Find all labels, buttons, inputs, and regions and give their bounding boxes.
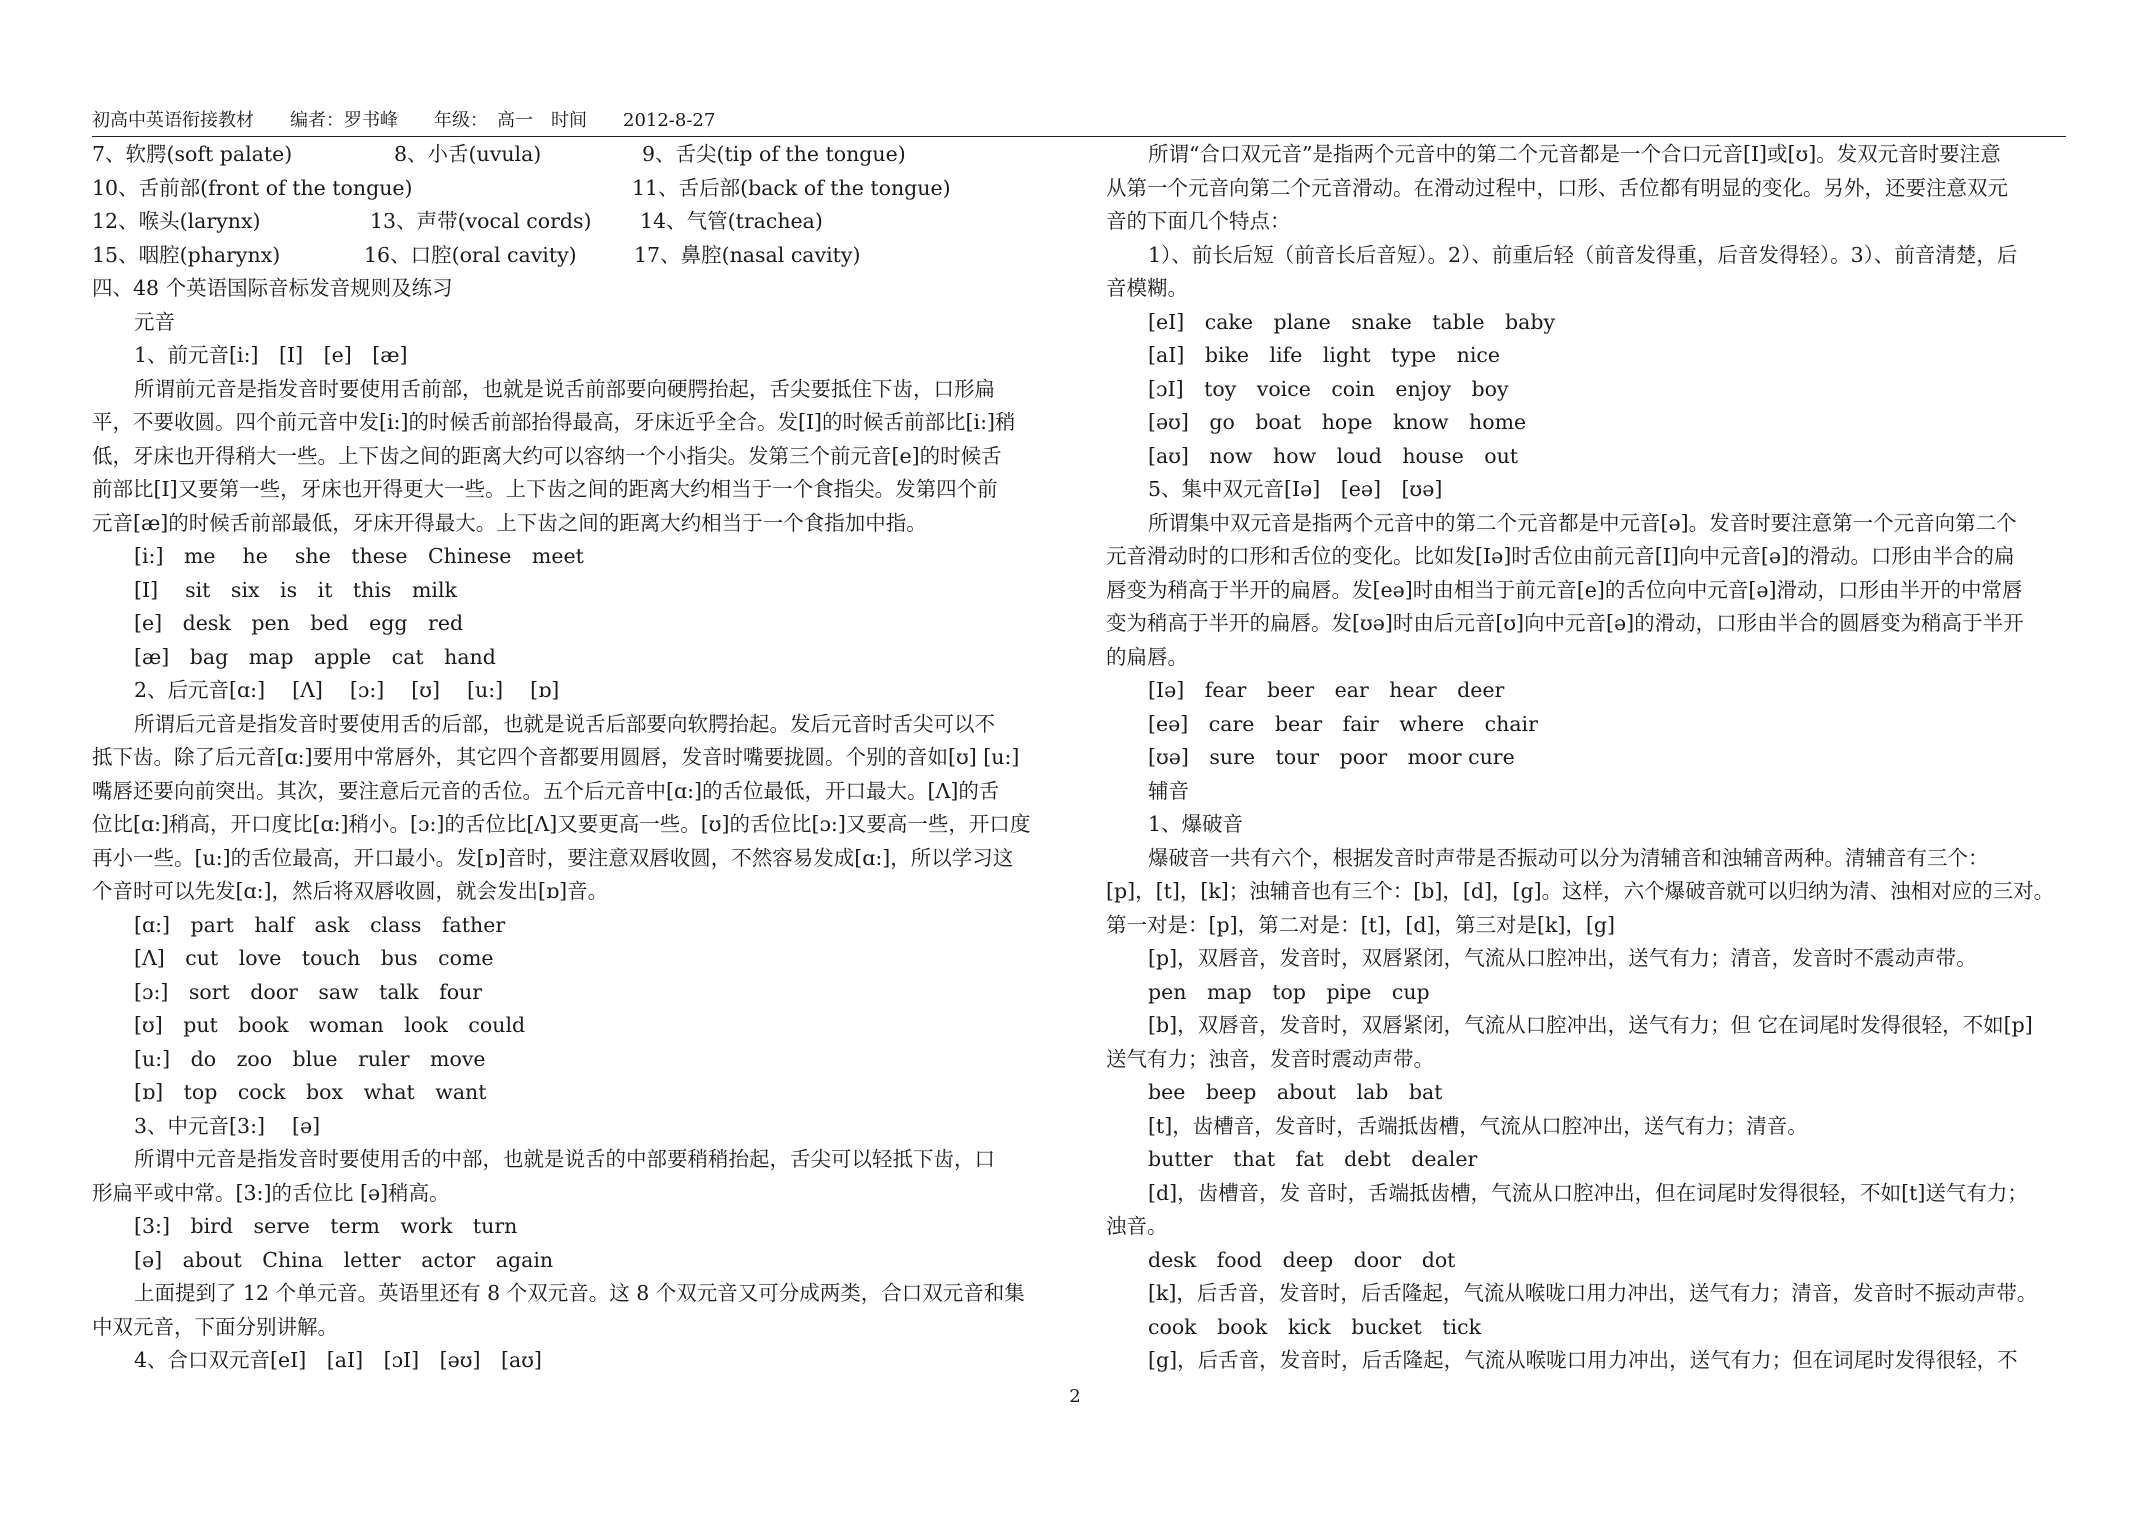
text-line: [əʊ] go boat hope know home bbox=[1148, 410, 1527, 434]
text-line: [e] desk pen bed egg red bbox=[134, 611, 464, 635]
anatomy-row bbox=[92, 205, 1062, 239]
text-line: 四、48 个英语国际音标发音规则及练习 bbox=[92, 276, 453, 300]
anatomy-item: 10、舌前部(front of the tongue) bbox=[92, 175, 413, 200]
text-line: 位比[ɑ:]稍高，开口度比[ɑ:]稍小。[ɔ:]的舌位比[Λ]又要更高一些。[ʊ]的舌位比[ɔ:]又要高一些，开口度 bbox=[92, 812, 1031, 836]
text-line: [u:] do zoo blue ruler move bbox=[134, 1046, 486, 1071]
anatomy-item: 8、小舌(uvula) bbox=[394, 142, 542, 166]
text-line: [p]，[t]，[k]；浊辅音也有三个：[b]，[d]，[g]。这样，六个爆破音就可以归纳为清、浊相对应的三对。 bbox=[1106, 879, 2055, 903]
text-line: [ɔ:] sort door saw talk four bbox=[134, 979, 483, 1004]
text-line: 所谓集中双元音是指两个元音中的第二个元音都是中元音[ə]。发音时要注意第一个元音向第二个 bbox=[1148, 510, 2017, 535]
anatomy-item: 14、气管(trachea) bbox=[640, 209, 823, 233]
text-line: 元音[æ]的时候舌前部最低，牙床开得最大。上下齿之间的距离大约相当于一个食指加中指。 bbox=[92, 510, 927, 535]
anatomy-row bbox=[92, 138, 1062, 172]
text-line: 1）、前长后短（前音长后音短）。2）、前重后轻（前音发得重，后音发得轻）。3）、前音清楚，后 bbox=[1148, 242, 2018, 267]
anatomy-item: 9、舌尖(tip of the tongue) bbox=[642, 142, 906, 166]
text-line: [t]，齿槽音，发音时，舌端抵齿槽，气流从口腔冲出，送气有力；清音。 bbox=[1148, 1113, 1808, 1138]
text-line: 形扁平或中常。[3:]的舌位比 [ə]稍高。 bbox=[92, 1180, 450, 1205]
text-line: 音模糊。 bbox=[1106, 276, 1188, 300]
text-line: pen map top pipe cup bbox=[1148, 979, 1430, 1004]
page-header: 初高中英语衔接教材 编者：罗书峰 年级： 高一 时间 2012-8-27 bbox=[92, 106, 2066, 137]
text-line: [eə] care bear fair where chair bbox=[1148, 711, 1538, 736]
text-line: [ə] about China letter actor again bbox=[134, 1247, 554, 1272]
text-line: 4、合口双元音[eI] [aI] [ɔI] [əʊ] [aʊ] bbox=[134, 1348, 542, 1372]
text-line: [ɒ] top cock box what want bbox=[134, 1080, 487, 1104]
text-line: 上面提到了 12 个单元音。英语里还有 8 个双元音。这 8 个双元音又可分成两类，合口双元音和集 bbox=[134, 1281, 1025, 1305]
text-line: [i:] me he she these Chinese meet bbox=[134, 544, 584, 568]
text-line: butter that fat debt dealer bbox=[1148, 1147, 1478, 1171]
anatomy-item: 17、鼻腔(nasal cavity) bbox=[634, 242, 861, 267]
left-text-lines bbox=[92, 272, 1062, 1378]
right-column bbox=[1106, 138, 2076, 1378]
text-line: cook book kick bucket tick bbox=[1148, 1314, 1481, 1339]
text-line: 的扁唇。 bbox=[1106, 644, 1188, 669]
left-column bbox=[92, 138, 1062, 1378]
anatomy-list bbox=[92, 138, 1062, 272]
text-line: 1、前元音[i:] [I] [e] [æ] bbox=[134, 343, 408, 367]
text-line: 所谓后元音是指发音时要使用舌的后部，也就是说舌后部要向软腭抬起。发后元音时舌尖可以不 bbox=[134, 711, 995, 736]
text-line: 音的下面几个特点： bbox=[1106, 209, 1291, 233]
text-line: [k]，后舌音，发音时，后舌隆起，气流从喉咙口用力冲出，送气有力；清音，发音时不振动声带。 bbox=[1148, 1281, 2038, 1305]
text-line: [d]，齿槽音，发 音时，舌端抵齿槽，气流从口腔冲出，但在词尾时发得很轻，不如[t]送气有力； bbox=[1148, 1180, 2028, 1205]
text-line: [aʊ] now how loud house out bbox=[1148, 443, 1519, 468]
text-line: 前部比[I]又要第一些，牙床也开得更大一些。上下齿之间的距离大约相当于一个食指尖。发第四个前 bbox=[92, 477, 998, 501]
text-line: 浊音。 bbox=[1106, 1214, 1168, 1238]
text-line: 唇变为稍高于半开的扁唇。发[eə]时由相当于前元音[e]的舌位向中元音[ə]滑动，口形由半开的中常唇 bbox=[1106, 577, 2023, 602]
anatomy-item: 12、喉头(larynx) bbox=[92, 209, 261, 233]
text-line: [b]，双唇音，发音时，双唇紧闭，气流从口腔冲出，送气有力；但 它在词尾时发得很轻，不如[p] bbox=[1148, 1013, 2033, 1037]
anatomy-row bbox=[92, 239, 1062, 273]
text-line: [I] sit six is it this milk bbox=[134, 577, 457, 602]
text-line: [ʊə] sure tour poor moor cure bbox=[1148, 745, 1515, 769]
text-line: 5、集中双元音[Iə] [eə] [ʊə] bbox=[1148, 477, 1443, 501]
text-line: 从第一个元音向第二个元音滑动。在滑动过程中，口形、舌位都有明显的变化。另外，还要注意双元 bbox=[1106, 175, 2008, 200]
text-line: 1、爆破音 bbox=[1148, 812, 1244, 836]
text-line: [g]，后舌音，发音时，后舌隆起，气流从喉咙口用力冲出，送气有力；但在词尾时发得很轻，不 bbox=[1148, 1348, 2018, 1372]
text-line: 辅音 bbox=[1148, 778, 1189, 803]
page-number: 2 bbox=[1069, 1386, 1081, 1407]
anatomy-item: 15、咽腔(pharynx) bbox=[92, 242, 281, 267]
text-line: 送气有力；浊音，发音时震动声带。 bbox=[1106, 1046, 1434, 1071]
text-line: 中双元音，下面分别讲解。 bbox=[92, 1314, 338, 1339]
text-line: 个音时可以先发[ɑ:]，然后将双唇收圆，就会发出[ɒ]音。 bbox=[92, 879, 609, 903]
anatomy-row bbox=[92, 172, 1062, 206]
text-line: [eI] cake plane snake table baby bbox=[1148, 309, 1556, 334]
text-line: 所谓“合口双元音”是指两个元音中的第二个元音都是一个合口元音[I]或[ʊ]。发双元音时要注意 bbox=[1148, 142, 2001, 166]
text-line: 第一对是：[p]，第二对是：[t]，[d]，第三对是[k]，[g] bbox=[1106, 912, 1616, 937]
anatomy-item: 11、舌后部(back of the tongue) bbox=[632, 175, 951, 200]
text-line: 爆破音一共有六个，根据发音时声带是否振动可以分为清辅音和浊辅音两种。清辅音有三个： bbox=[1148, 845, 1989, 870]
right-text-lines bbox=[1106, 138, 2076, 1378]
text-line: [ɑ:] part half ask class father bbox=[134, 912, 506, 937]
text-line: 低，牙床也开得稍大一些。上下齿之间的距离大约可以容纳一个小指尖。发第三个前元音[e]的时候舌 bbox=[92, 443, 1002, 468]
text-line: 嘴唇还要向前突出。其次，要注意后元音的舌位。五个后元音中[ɑ:]的舌位最低，开口最大。[Λ]的舌 bbox=[92, 778, 1000, 803]
text-line: 变为稍高于半开的扁唇。发[ʊə]时由后元音[ʊ]向中元音[ə]的滑动，口形由半合的圆唇变为稍高于半开 bbox=[1106, 611, 2024, 635]
text-line: 2、后元音[ɑ:] [Λ] [ɔ:] [ʊ] [u:] [ɒ] bbox=[134, 678, 560, 702]
text-line: 所谓前元音是指发音时要使用舌前部，也就是说舌前部要向硬腭抬起，舌尖要抵住下齿，口形扁 bbox=[134, 376, 995, 401]
text-line: 平，不要收圆。四个前元音中发[i:]的时候舌前部抬得最高，牙床近乎全合。发[I]的时候舌前部比[i:]稍 bbox=[92, 410, 1016, 434]
text-line: 元音 bbox=[134, 309, 175, 334]
text-line: [3:] bird serve term work turn bbox=[134, 1214, 518, 1238]
text-line: [Iə] fear beer ear hear deer bbox=[1148, 678, 1505, 702]
text-line: [æ] bag map apple cat hand bbox=[134, 644, 496, 669]
text-line: desk food deep door dot bbox=[1148, 1247, 1456, 1272]
text-line: 元音滑动时的口形和舌位的变化。比如发[Iə]时舌位由前元音[I]向中元音[ə]的滑动。口形由半合的扁 bbox=[1106, 544, 2015, 568]
text-line: [p]，双唇音，发音时，双唇紧闭，气流从口腔冲出，送气有力；清音，发音时不震动声带。 bbox=[1148, 946, 1977, 970]
anatomy-item: 13、声带(vocal cords) bbox=[370, 209, 592, 233]
text-line: [ʊ] put book woman look could bbox=[134, 1013, 526, 1037]
text-line: [aI] bike life light type nice bbox=[1148, 343, 1501, 367]
anatomy-item: 16、口腔(oral cavity) bbox=[364, 242, 577, 267]
text-line: 所谓中元音是指发音时要使用舌的中部，也就是说舌的中部要稍稍抬起，舌尖可以轻抵下齿，口 bbox=[134, 1147, 995, 1171]
anatomy-item: 7、软腭(soft palate) bbox=[92, 142, 293, 166]
text-line: 再小一些。[u:]的舌位最高，开口最小。发[ɒ]音时，要注意双唇收圆，不然容易发成[ɑ:]，所以学习这 bbox=[92, 845, 1014, 870]
text-line: [ɔI] toy voice coin enjoy boy bbox=[1148, 376, 1509, 401]
text-line: 抵下齿。除了后元音[ɑ:]要用中常唇外，其它四个音都要用圆唇，发音时嘴要拢圆。个别的音如[ʊ] [u:] bbox=[92, 745, 1020, 769]
text-line: 3、中元音[3:] [ə] bbox=[134, 1113, 321, 1138]
text-line: bee beep about lab bat bbox=[1148, 1080, 1443, 1104]
text-line: [Λ] cut love touch bus come bbox=[134, 946, 494, 970]
